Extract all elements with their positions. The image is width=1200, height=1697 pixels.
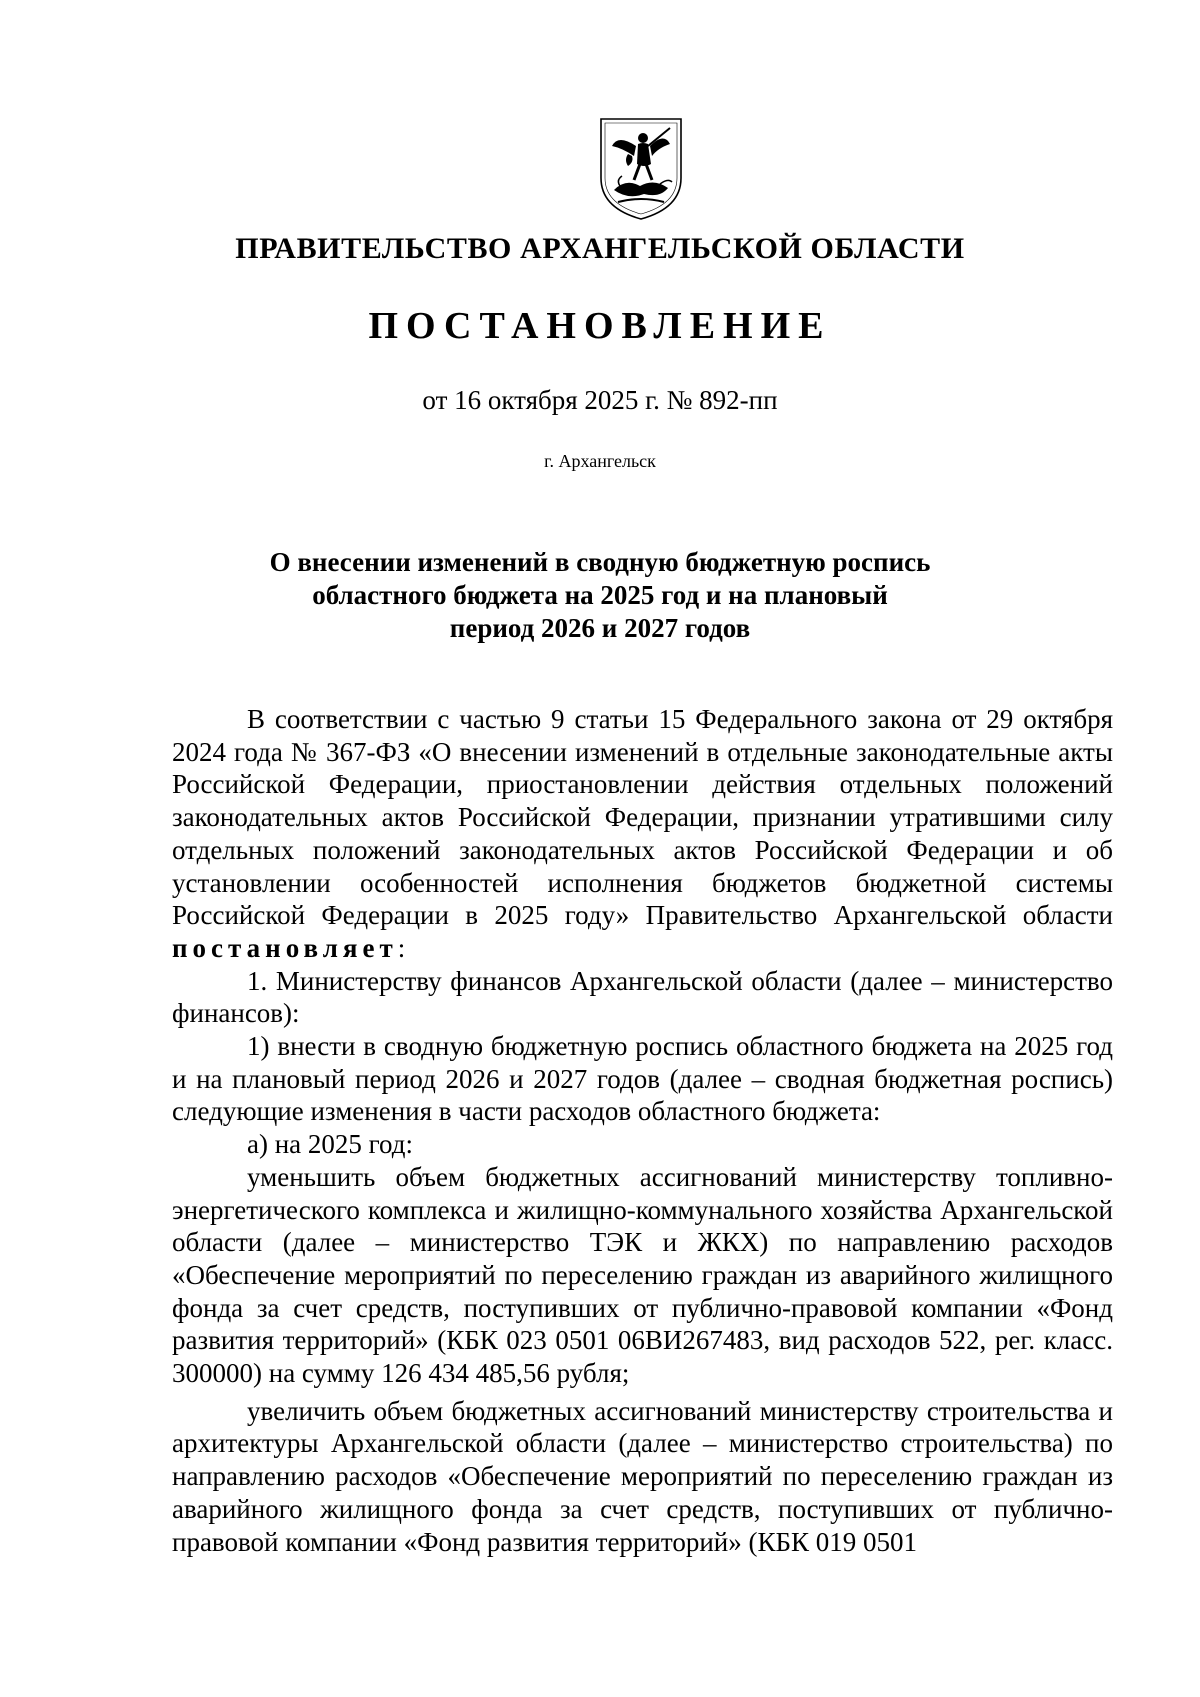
intro-paragraph	[172, 703, 1113, 965]
government-heading: ПРАВИТЕЛЬСТВО АРХАНГЕЛЬСКОЙ ОБЛАСТИ	[235, 232, 965, 265]
document-type-heading: ПОСТАНОВЛЕНИЕ	[368, 305, 832, 347]
title-line: О внесении изменений в сводную бюджетную роспись	[269, 547, 931, 577]
decree-colon: :	[397, 932, 406, 963]
coat-of-arms-emblem-icon	[598, 116, 684, 222]
document-city: г. Архангельск	[544, 451, 656, 471]
title-line: период 2026 и 2027 годов	[449, 613, 751, 643]
document-title	[0, 546, 1200, 645]
title-line: областного бюджета на 2025 год и на плановый	[312, 580, 888, 610]
item-1-1-paragraph: 1) внести в сводную бюджетную роспись областного бюджета на 2025 год и на плановый период 2026 и 2027 годов (далее – сводная бюджетная роспись) следующие изменения в части расходов областного бюджета:	[172, 1031, 1113, 1127]
document-body	[172, 703, 1113, 1558]
document-date-number: от 16 октября 2025 г. № 892-пп	[422, 385, 778, 415]
decree-word: постановляет	[172, 932, 398, 963]
increase-paragraph: увеличить объем бюджетных ассигнований министерству строительства и архитектуры Архангельской области (далее – министерство строительства) по направлению расходов «Обеспечение мероприятий по переселению граждан из аварийного жилищного фонда за счет средств, поступивших от публично-правовой компании «Фонд развития территорий» (КБК 019 0501	[172, 1395, 1113, 1557]
item-1-paragraph: 1. Министерству финансов Архангельской области (далее – министерство финансов):	[172, 965, 1113, 1029]
item-a-paragraph: а) на 2025 год:	[247, 1129, 414, 1160]
intro-text: В соответствии с частью 9 статьи 15 Федерального закона от 29 октября 2024 года № 367-ФЗ «О внесении изменений в отдельные законодательные акты Российской Федерации, приостановлении действия отдельных положений законодательных актов Российской Федерации, признании утратившими силу отдельных положений законодательных актов Российской Федерации и об установлении особенностей исполнения бюджетов бюджетной системы Российской Федерации в 2025 году» Правительство Архангельской области	[172, 704, 1113, 931]
decrease-paragraph: уменьшить объем бюджетных ассигнований министерству топливно-энергетического комплекса и жилищно-коммунального хозяйства Архангельской области (далее – министерство ТЭК и ЖКХ) по направлению расходов «Обеспечение мероприятий по переселению граждан из аварийного жилищного фонда за счет средств, поступивших от публично-правовой компании «Фонд развития территорий» (КБК 023 0501 06ВИ267483, вид расходов 522, рег. класс. 300000) на сумму 126 434 485,56 рубля;	[172, 1161, 1113, 1389]
